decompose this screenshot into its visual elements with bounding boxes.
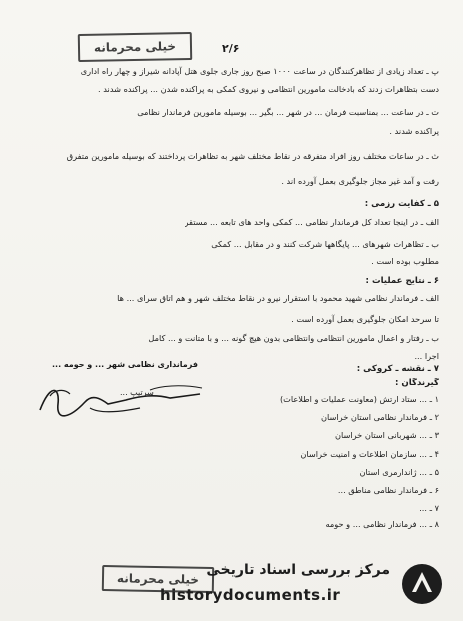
section-heading: ۵ ـ کفایت رزمی : xyxy=(364,199,439,209)
recipient-item: ۸ ـ ... فرماندار نظامی ... و حومه xyxy=(325,519,439,529)
recipients-heading: گیرندگان : xyxy=(394,378,439,388)
signature-caption: فرمانداری نظامی شهر ... و حومه ... xyxy=(52,360,198,369)
body-line: الف ـ فرماندار نظامی شهید محمود با استقرار نیرو در نقاط مختلف شهر و هم اتاق سرای ... ها xyxy=(117,293,439,303)
section-heading: ۶ ـ نتایج عملیات : xyxy=(365,276,439,286)
recipient-item: ۷ ـ ... xyxy=(419,503,439,513)
watermark-title: مرکز بررسی اسناد تاریخی xyxy=(206,562,390,578)
body-line: ب ـ تظاهرات شهرهای ... پایگاهها شرکت کنند و در مقابل ... کمکی xyxy=(211,239,439,249)
archive-logo-icon xyxy=(400,562,444,606)
handwritten-signature xyxy=(30,374,220,424)
body-line: اجرا ... xyxy=(414,351,439,361)
body-line: پراکنده شدند . xyxy=(389,126,439,136)
page-number: ۲/۶ xyxy=(222,42,240,55)
body-line: الف ـ در اینجا تعداد کل فرماندار نظامی ... کمکی واحد های تابعه ... مستقر xyxy=(184,217,439,227)
body-line: تا سرحد امکان جلوگیری بعمل آورده است . xyxy=(291,314,439,324)
watermark-url: historydocuments.ir xyxy=(160,586,341,604)
recipient-item: ۵ ـ ... ژاندارمری استان xyxy=(359,467,439,477)
recipient-item: ۲ ـ فرماندار نظامی استان خراسان xyxy=(321,412,439,422)
body-line: ث ـ در ساعات مختلف روز افراد متفرقه در نقاط مختلف شهر به تظاهرات پرداختند که بوسیله مامورین متفرق xyxy=(66,151,439,161)
recipient-item: ۱ ـ ... ستاد ارتش (معاونت عملیات و اطلاعات) xyxy=(279,394,439,404)
body-line: پ ـ تعداد زیادی از تظاهرکنندگان در ساعت ۱۰۰۰ صبح روز جاری جلوی هتل آپادانه شیراز و چهار راه اداری xyxy=(80,66,439,76)
signatory-name: سرتیپ ... xyxy=(120,388,154,397)
archive-watermark xyxy=(160,560,450,610)
body-line: مطلوب بوده است . xyxy=(371,256,439,266)
body-line: ت ـ در ساعت ... بمناسبت فرمان ... در شهر ... بگیر ... بوسیله مامورین فرماندار نظامی xyxy=(137,107,439,117)
recipient-item: ۴ ـ ... سازمان اطلاعات و امنیت خراسان xyxy=(300,449,439,459)
body-line: ب ـ رفتار و اعمال مامورین انتظامی وانتظامی بدون هیچ گونه ... و با متانت و ... کامل xyxy=(148,333,439,343)
signature-block xyxy=(30,360,220,430)
recipient-item: ۳ ـ ... شهربانی استان خراسان xyxy=(335,430,439,440)
classification-stamp-top: خیلی محرمانه xyxy=(78,32,192,62)
section-heading: ۷ ـ نقشه ـ کروکی : xyxy=(356,364,439,374)
recipient-item: ۶ ـ فرماندار نظامی مناطق ... xyxy=(337,485,439,495)
body-line: دست بتظاهرات زدند که بادخالت مامورین انتظامی و نیروی کمکی به پراکنده شدن ... پراکنده شدند . xyxy=(98,84,439,94)
classification-stamp-bottom: خیلی محرمانه xyxy=(102,565,214,593)
body-line: رفت و آمد غیر مجاز جلوگیری بعمل آورده اند . xyxy=(281,176,439,186)
